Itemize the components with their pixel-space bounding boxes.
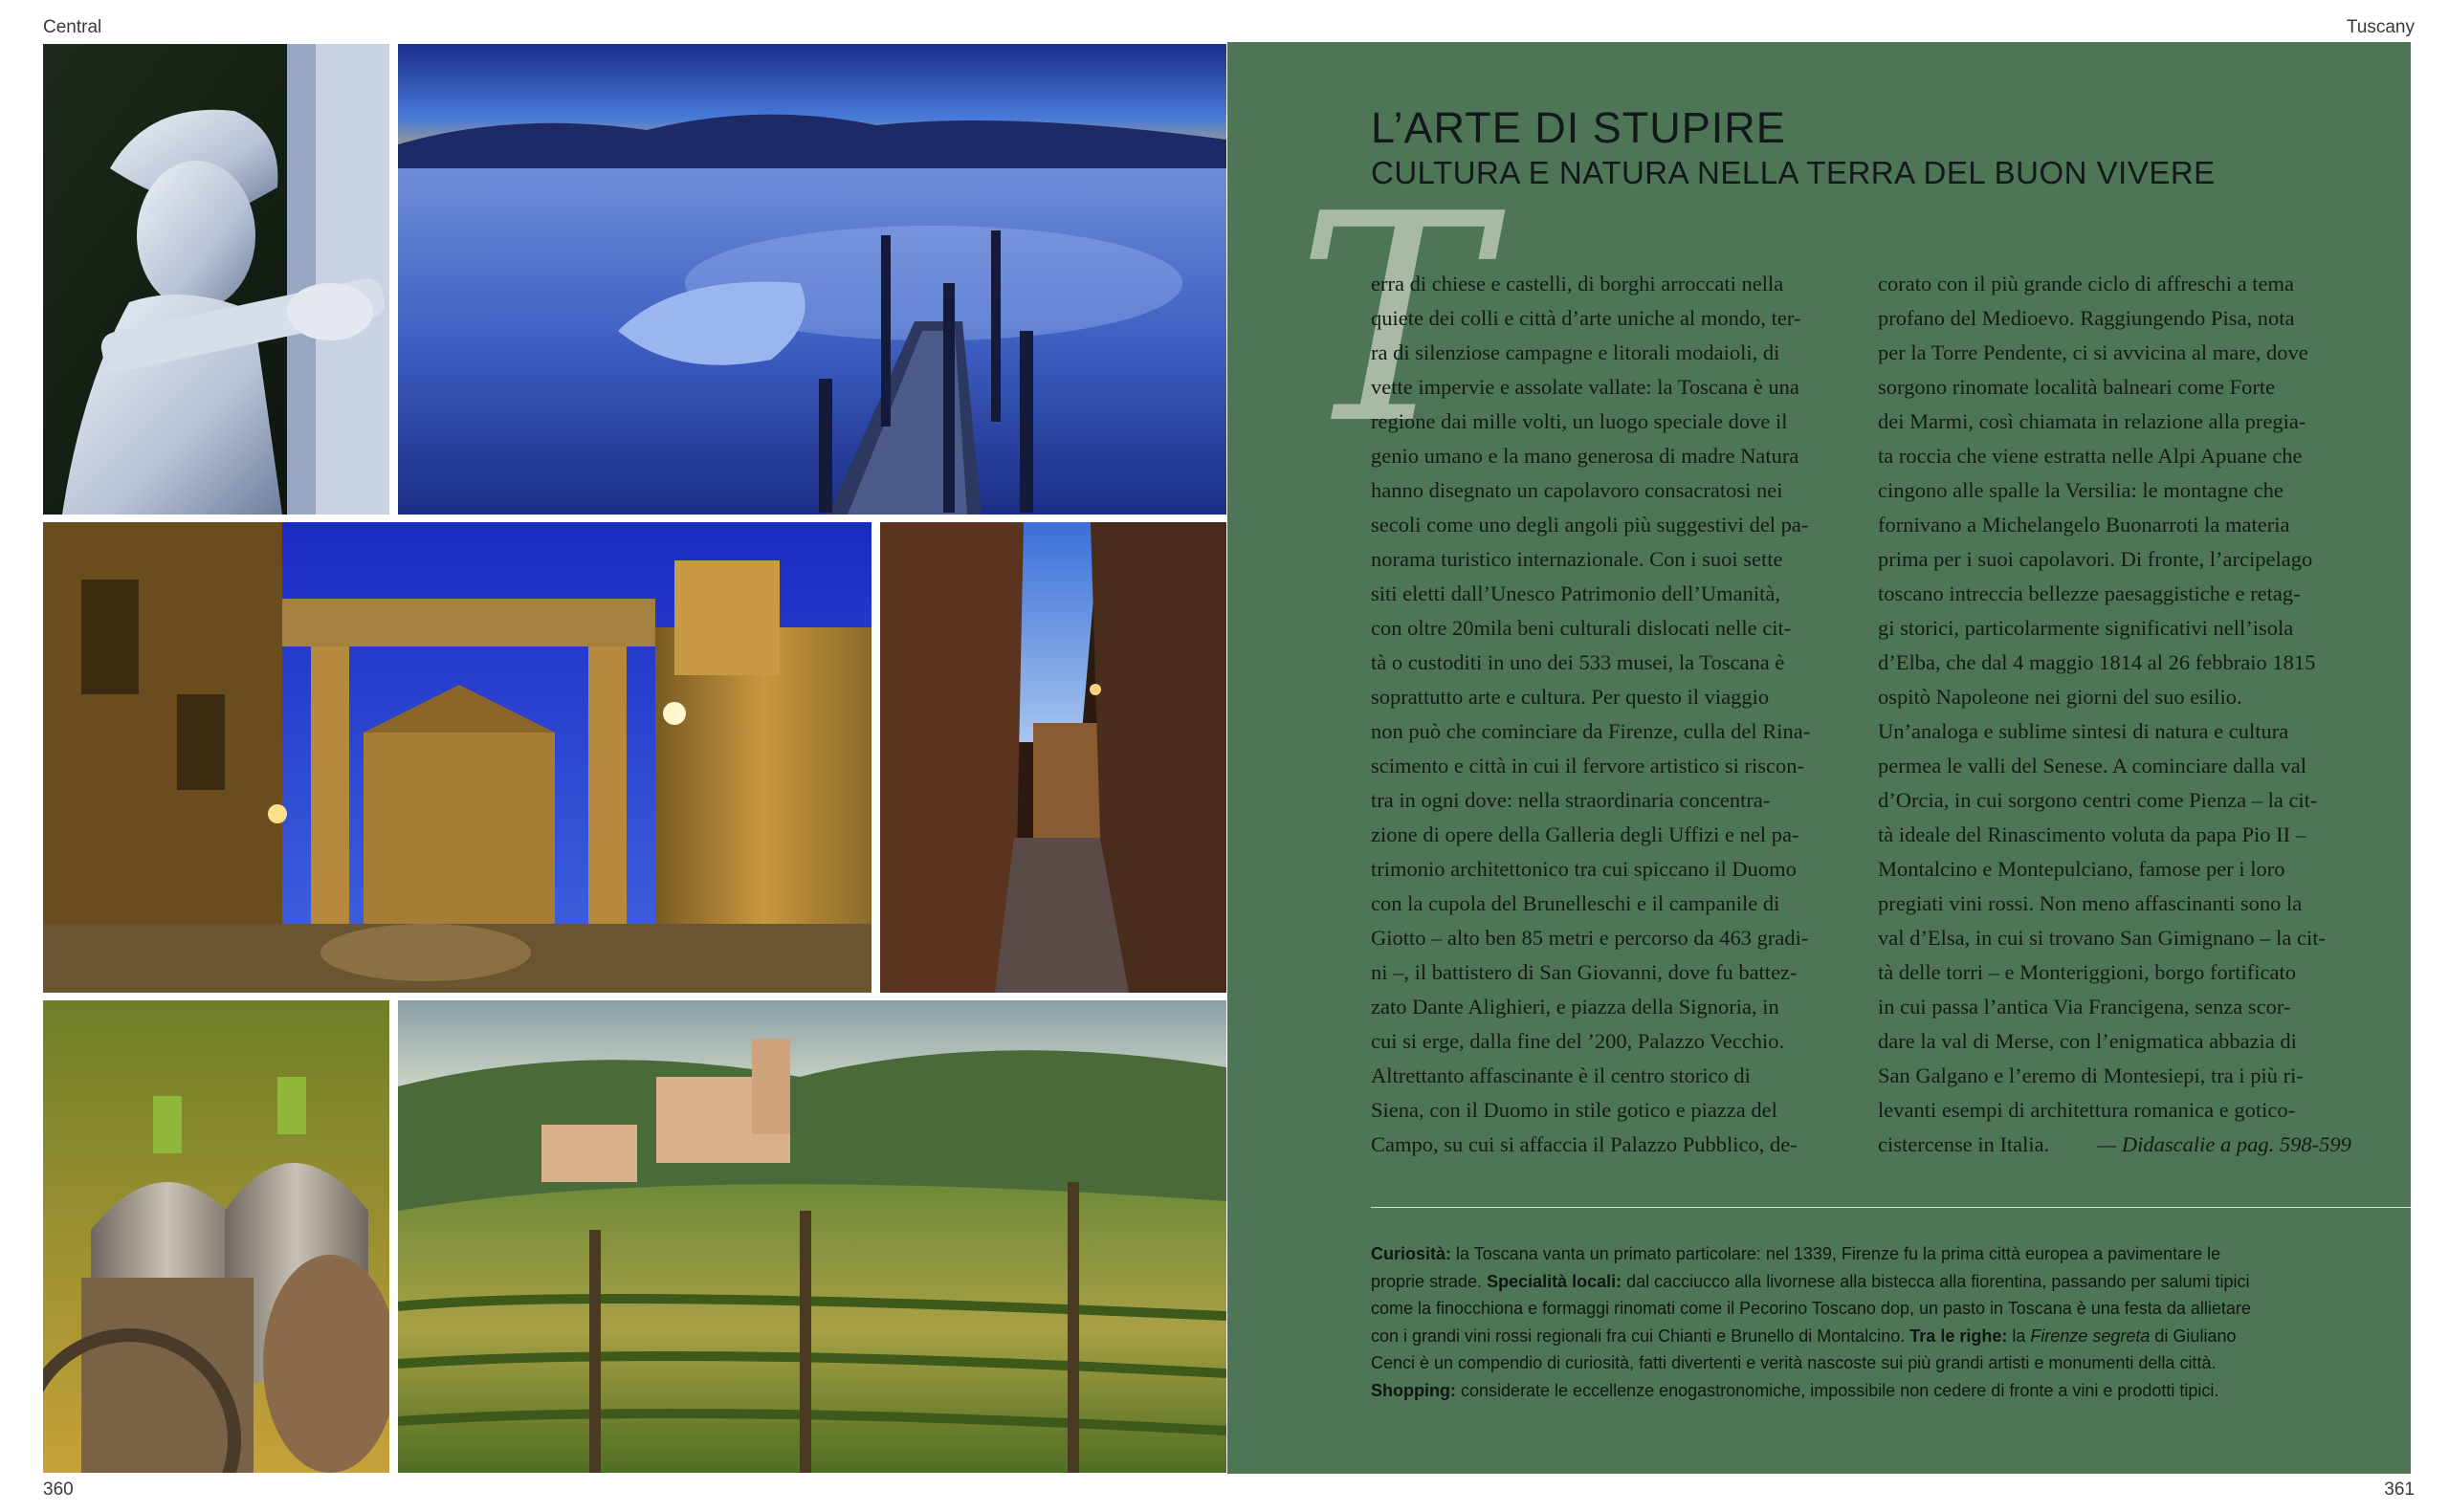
text-line: permea le valli del Senese. A cominciare dalla val — [1878, 754, 2306, 778]
info-text: dal cacciucco alla livornese alla bistecca alla fiorentina, passando per salumi tipici — [1622, 1271, 2250, 1291]
text-line: trimonio architettonico tra cui spiccano il Duomo — [1371, 857, 1797, 881]
curiosita-label: Curiosità: — [1371, 1244, 1452, 1263]
text-line: prima per i suoi capolavori. Di fronte, l’arcipelago — [1878, 547, 2313, 571]
text-line: profano del Medioevo. Raggiungendo Pisa, nota — [1878, 306, 2295, 330]
text-line: hanno disegnato un capolavoro consacratosi nei — [1371, 478, 1783, 502]
text-line: corato con il più grande ciclo di affreschi a tema — [1878, 272, 2295, 296]
piazza-night-icon — [43, 522, 871, 993]
info-text: la Toscana vanta un primato particolare: nel 1339, Firenze fu la prima città europea a pavimentare le — [1451, 1244, 2221, 1263]
photo-lake-pier — [398, 44, 1226, 515]
text-line: siti eletti dall’Unesco Patrimonio dell’Umanità, — [1371, 581, 1781, 605]
article-title: L’ARTE DI STUPIRE — [1371, 103, 1786, 152]
info-text: Cenci è un compendio di curiosità, fatti divertenti e verità nascoste sui più grandi artisti e monumenti della città. — [1371, 1353, 2217, 1372]
text-line: vette impervie e assolate vallate: la Toscana è una — [1371, 375, 1799, 399]
info-text: come la finocchiona e formaggi rinomati come il Pecorino Toscano dop, un pasto in Toscana è una festa da allietare — [1371, 1299, 2251, 1318]
info-text: proprie strade. — [1371, 1271, 1488, 1291]
photo-abbey-vineyard — [398, 1000, 1226, 1473]
text-line: non può che cominciare da Firenze, culla del Rina- — [1371, 719, 1811, 743]
info-line — [1371, 1240, 2385, 1268]
article-column-right — [1878, 267, 2449, 1162]
text-line: secoli come uno degli angoli più suggestivi del pa- — [1371, 513, 1809, 537]
text-line: per la Torre Pendente, ci si avvicina al mare, dove — [1878, 340, 2308, 364]
text-line: sorgono rinomate località balneari come Forte — [1878, 375, 2276, 399]
text-line: toscano intreccia bellezze paesaggistiche e retag- — [1878, 581, 2301, 605]
text-line: genio umano e la mano generosa di madre Natura — [1371, 444, 1799, 468]
text-line: gi storici, particolarmente significativi nell’isola — [1878, 616, 2294, 640]
text-line: ospitò Napoleone nei giorni del suo esilio. — [1878, 685, 2242, 709]
text-line: tra in ogni dove: nella straordinaria concentra- — [1371, 788, 1771, 812]
info-line — [1371, 1268, 2385, 1296]
photo-piazza-night — [43, 522, 871, 993]
text-line: soprattutto arte e cultura. Per questo il viaggio — [1371, 685, 1770, 709]
text-line: Altrettanto affascinante è il centro storico di — [1371, 1063, 1751, 1087]
abbey-vineyard-icon — [398, 1000, 1226, 1473]
section-divider — [1371, 1207, 2411, 1208]
caption-reference: — Didascalie a pag. 598-599 — [2097, 1132, 2351, 1156]
info-text: considerate le eccellenze enogastronomiche, impossibile non cedere di fronte a vini e prodotti tipici. — [1455, 1380, 2219, 1400]
info-text: la — [2007, 1326, 2031, 1346]
text-line: tà o custoditi in uno dei 533 musei, la Toscana è — [1371, 650, 1785, 674]
tra-le-righe-label: Tra le righe: — [1909, 1326, 2008, 1346]
wine-flasks-icon — [43, 1000, 389, 1473]
info-box — [1371, 1240, 2385, 1404]
text-line: cingono alle spalle la Versilia: le montagne che — [1878, 478, 2284, 502]
text-line-end: cistercense in Italia. — [1878, 1132, 2050, 1156]
text-line: in cui passa l’antica Via Francigena, senza scor- — [1878, 995, 2291, 1019]
text-line: con la cupola del Brunelleschi e il campanile di — [1371, 891, 1780, 915]
text-line: levanti esempi di architettura romanica e gotico- — [1878, 1098, 2296, 1122]
book-title: Firenze segreta — [2030, 1326, 2151, 1346]
text-line: dare la val di Merse, con l’enigmatica abbazia di — [1878, 1029, 2297, 1053]
photo-marble-statue — [43, 44, 389, 515]
text-line: con oltre 20mila beni culturali dislocati nelle cit- — [1371, 616, 1792, 640]
drop-cap: T — [1296, 153, 1489, 487]
text-line: Montalcino e Montepulciano, famose per i loro — [1878, 857, 2285, 881]
photo-wine-flasks — [43, 1000, 389, 1473]
text-line: scimento e città in cui il fervore artistico si riscon- — [1371, 754, 1804, 778]
shopping-label: Shopping: — [1371, 1380, 1456, 1400]
text-line: fornivano a Michelangelo Buonarroti la materia — [1878, 513, 2290, 537]
alley-icon — [880, 522, 1226, 993]
text-line: regione dai mille volti, un luogo speciale dove il — [1371, 409, 1788, 433]
text-line: erra di chiese e castelli, di borghi arroccati nella — [1371, 272, 1784, 296]
lake-pier-icon — [398, 44, 1226, 515]
text-line: norama turistico internazionale. Con i suoi sette — [1371, 547, 1783, 571]
text-line: pregiati vini rossi. Non meno affascinanti sono la — [1878, 891, 2303, 915]
info-line — [1371, 1323, 2385, 1350]
info-line — [1371, 1295, 2385, 1323]
text-line: ta roccia che viene estratta nelle Alpi Apuane che — [1878, 444, 2303, 468]
text-line: ni –, il battistero di San Giovanni, dove fu battez- — [1371, 960, 1798, 984]
text-line: cui si erge, dalla fine del ’200, Palazzo Vecchio. — [1371, 1029, 1785, 1053]
running-head-left: Central — [43, 17, 102, 37]
article-subtitle: CULTURA E NATURA NELLA TERRA DEL BUON VIVERE — [1371, 155, 2216, 190]
text-line: quiete dei colli e città d’arte uniche al mondo, ter- — [1371, 306, 1801, 330]
photo-alley — [880, 522, 1226, 993]
marble-statue-icon — [43, 44, 389, 515]
text-line-last — [1878, 1128, 2449, 1162]
text-line: zione di opere della Galleria degli Uffizi e nel pa- — [1371, 822, 1799, 846]
info-line — [1371, 1349, 2385, 1377]
running-head-right: Tuscany — [2346, 17, 2415, 37]
text-line: ra di silenziose campagne e litorali modaioli, di — [1371, 340, 1780, 364]
text-line: dei Marmi, così chiamata in relazione alla pregia- — [1878, 409, 2306, 433]
text-line: val d’Elsa, in cui si trovano San Gimignano – la cit- — [1878, 926, 2327, 950]
text-line: d’Orcia, in cui sorgono centri come Pienza – la cit- — [1878, 788, 2318, 812]
specialita-label: Specialità locali: — [1487, 1271, 1622, 1291]
page-number-left: 360 — [43, 1479, 74, 1500]
text-line: Campo, su cui si affaccia il Palazzo Pubblico, de- — [1371, 1132, 1798, 1156]
text-line: tà ideale del Rinascimento voluta da papa Pio II – — [1878, 822, 2306, 846]
info-text: con i grandi vini rossi regionali fra cui Chianti e Brunello di Montalcino. — [1371, 1326, 1910, 1346]
info-line — [1371, 1377, 2385, 1405]
text-line: tà delle torri – e Monteriggioni, borgo fortificato — [1878, 960, 2296, 984]
page-number-right: 361 — [2384, 1479, 2415, 1500]
text-line: d’Elba, che dal 4 maggio 1814 al 26 febbraio 1815 — [1878, 650, 2316, 674]
text-line: San Galgano e l’eremo di Montesiepi, tra i più ri- — [1878, 1063, 2304, 1087]
info-text: di Giuliano — [2150, 1326, 2237, 1346]
text-line: zato Dante Alighieri, e piazza della Signoria, in — [1371, 995, 1779, 1019]
text-line: Giotto – alto ben 85 metri e percorso da 463 gradi- — [1371, 926, 1809, 950]
text-line: Un’analoga e sublime sintesi di natura e cultura — [1878, 719, 2289, 743]
text-line: Siena, con il Duomo in stile gotico e piazza del — [1371, 1098, 1777, 1122]
